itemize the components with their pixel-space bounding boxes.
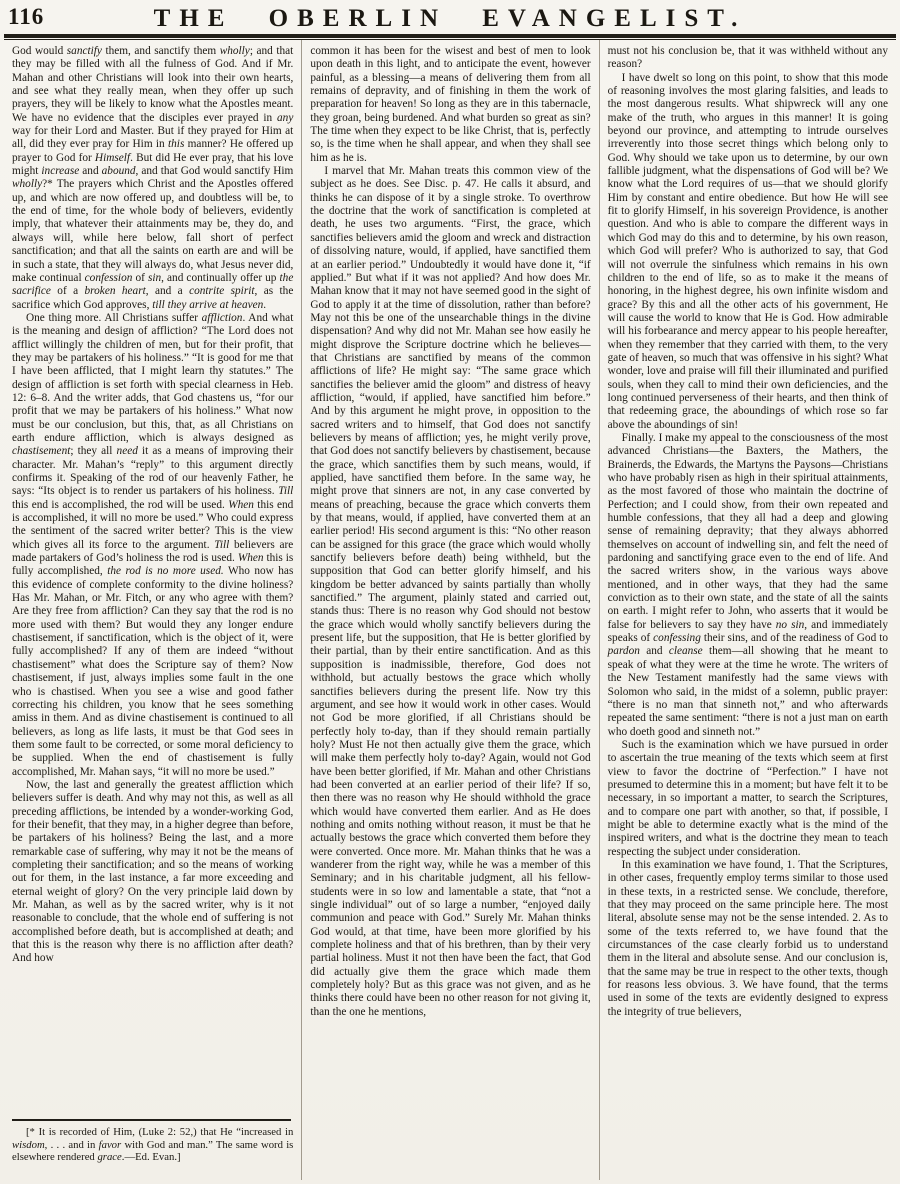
column-2 — [301, 40, 598, 1180]
paragraph: common it has been for the wisest and best of men to look upon death in this light, and to anticipate the event, however painful, as a blessing—a means of delivering them from all remains of depravity, and of finishing in them the work of preparation for heaven! So long as they are in this tabernacle, they groan, being burdened. And what burden so great as sin? The time when they expect to be like Christ, that is, perfectly so, is the time when he shall appear, and when they shall see him as he is. — [310, 45, 591, 164]
footnote-text: [* It is recorded of Him, (Luke 2: 52,) that He “increased in wisdom, . . . and in favor with God and man.” The same word is elsewhere rendered grace.—Ed. Evan.] — [12, 1126, 294, 1164]
footnote-rule — [12, 1119, 291, 1121]
paragraph: must not his conclusion be, that it was withheld without any reason? — [607, 45, 888, 71]
column-1 — [4, 40, 301, 1180]
paragraph: One thing more. All Christians suffer affliction. And what is the meaning and design of affliction? “The Lord does not afflict willingly the children of men, but for their profit, that they may be partakers of his holiness.” “It is good for me that I have been afflicted, that I might learn thy statutes.” The design of affliction is set forth with special clearness in Heb. 12: 6–8. And the writer adds, that God chastens us, “for our profit that we may be partakers of his holiness.” What now must be our conclusion, but this, that, as all Christians on earth endure affliction, which is always designed as chastisement; they all need it as a means of improving their character. Mr. Mahan’s “reply” to this argument directly confirms it. Speaking of the rod of our heavenly Father, he says: “Its object is to render us partakers of his holiness. Till this end is accomplished, the rod will be used. When this end is accomplished, it will no more be used.” Who could express the sentiment of the sacred writer better? This is the view which gives all its force to the argument. Till believers are made partakers of God’s holiness the rod is used. When this is fully accomplished, the rod is no more used. Who now has this evidence of complete conformity to the divine holiness? Has Mr. Mahan, or Mr. Fitch, or any who agree with them? Are they free from affliction? Can they say that the rod is no more used with them? But would they any longer endure chastisement, if sanctification, which is the object of it, were fully accomplished? If any of them are indeed “without chastisement” what does the Scripture say of them? Now chastisement, if just, always implies some fault in the one who is chastised. When you see a wise and good father correcting his children, you know that he sees something amiss in them. And as divine chastisement is continued to all believers, as long as life lasts, it must be that God sees in them some fault to be corrected, or some moral deficiency to be supplied. When the end of chastisement is fully accomplished, Mr. Mahan says, “it will no more be used.” — [12, 311, 294, 778]
masthead-title: THE OBERLIN EVANGELIST. — [153, 5, 747, 32]
paragraph: In this examination we have found, 1. That the Scriptures, in other cases, frequently employ terms similar to those used in these texts, in a restricted sense. We conclude, therefore, that they may proceed on the same principle here. The most literal, absolute sense may not be the sense intended. 2. As to some of the texts referred to, we have found that the circumstances of the case clearly forbid us to understand them in the literal and absolute sense. And our conclusion is, that the same may be true in respect to the other texts, though for reasons less obvious. 3. We have found, that the terms used in some of the texts are evidently designed to express the integrity of true believers, — [607, 858, 888, 1018]
masthead-row — [0, 0, 900, 34]
text-columns — [4, 40, 896, 1180]
column-2-body — [310, 45, 590, 1019]
paragraph: Now, the last and generally the greatest affliction which believers suffer is death. And why may not this, as well as all preceding afflictions, be intended by a wonder-working God, for their benefit, that they may, in a higher degree than before, be partakers of his holiness? Being the last, and a more remarkable case of suffering, why may it not be the means of completing their sanctification; and so the means of working out for them, in the last instance, a far more exceeding and eternal weight of glory? On the very principle laid down by Mr. Mahan, as well as by the sacred writer, why is it not reasonable to conclude, that the whole end of suffering is not accomplished before death, but is accomplished at death; and that this is the reason why there is no affliction after death? And how — [12, 778, 294, 965]
paragraph: I marvel that Mr. Mahan treats this common view of the subject as he does. See Disc. p. 47. He calls it absurd, and thinks he can dispose of it by a single stroke. To overthrow the doctrine that the work of sanctification is completed at death, he uses two arguments. “First, the grace, which sanctifies believers amid the gloom and wreck and distraction of dissolving nature, would, if applied, have sanctified them at an earlier period.” Undoubtedly it would have done it, “if applied.” But what if it was not applied? And how does Mr. Mahan know that it may not have seemed good in the sight of God to apply it at the time of dissolution, rather than before? May not this be one of the unsearchable things in the divine dispensation? And why did not Mr. Mahan see how easily he might disprove the Scripture doctrine which he believes—that Christians are sanctified by means of the common afflictions of life? He might say: “The same grace which sanctifies the believer amid the gloom” and distress of heavy affliction, “would, if applied, have sanctified him before.” And by this argument he might prove, in opposition to the sacred writers and to himself, that God does not sanctify believers by means of affliction; yes, he might verily prove, that God does not sanctify believers by chastisement, because the grace, which sanctifies them by such means, would, if applied, have sanctified them before. In the same way, he might prove that sinners are not, in any case converted by means of preaching, because the grace which converts them by that means, would, if applied, have converted them at an earlier period! His second argument is this: “No other reason can be assigned for this grace (the grace which would wholly sanctify believers before death) being withheld, but the supposition that God can better glorify himself, and his kingdom be better advanced by saints partially than wholly sanctified.” The argument, plainly stated and carried out, stands thus: There is no reason why God should not bestow the grace which would wholly sanctify believers during the present life, but the supposition, that He is better glorified by their partial, than by their entire sanctification. And as this supposition is inadmissible, therefore, God does not withhold, but actually bestows the grace which wholly sanctifies believers during the present life. Now try this argument, and see how it would work in other cases. Would not God be more glorified, if all Christians should be perfectly holy to-day, than if they should remain partially holy? Must He not then actually give them the grace, which will make them perfectly holy to-day? Again, would not God have been better glorified, if Mr. Mahan and other Christians had been converted at an earlier period of their life? If so, then there was no reason why He should withhold the grace which would have converted them earlier. And as He does nothing and omits nothing without reason, it must be that he actually bestows the grace which converted them before they were converted. Once more. Mr. Mahan thinks that he was a wanderer from the right way, while he was a member of this Seminary; and in his charitable judgment, all his fellow-students were in so low and lamentable a state, that “not a single individual” out of so large a number, “enjoyed daily communion and peace with God.” Surely Mr. Mahan thinks God would, at that time, have been more glorified by his complete holiness and that of his brethren, than by their very partial holiness. Must it not then have been the fact, that God did actually give them the grace which made them completely holy? But as this grace was not given, and as he thinks there could have been no other reason for not giving it, than the one he mentions, — [310, 165, 591, 1018]
paragraph: Finally. I make my appeal to the consciousness of the most advanced Christians—the Baxters, the Mathers, the Brainerds, the Edwards, the Martyns the Paysons—Christians who have probably risen as high in their spiritual attainments, as the most favored of those who maintain the doctrine of Perfection; and I could show, from their own repeated and humble confessions, that they all had a deep and glowing sense of remaining depravity; that they always abhorred themselves on account of indwelling sin, and felt the need of pardoning and sanctifying grace even to the end of life. And the sacred writers show, in the various ways above mentioned, and in other ways, that they had the same conviction as to their own state, and the state of all the saints on earth. I might refer to John, who asserts that it would be false for believers to say they have no sin, and immediately speaks of confessing their sins, and of the readiness of God to pardon and cleanse them—all showing that he meant to speak of what they were at the time he wrote. The writers of the New Testament manifestly had the same views with Solomon who said, in the midst of a solemn, public prayer: “there is no man that sinneth not,” and who afterwards repeated the same sentiment: “there is not a just man on earth who doeth good and sinneth not.” — [607, 431, 888, 738]
column-3-body — [608, 45, 888, 1019]
header-rule-thick — [4, 34, 896, 38]
paragraph: God would sanctify them, and sanctify them wholly; and that they may be filled with all the fulness of God. And if Mr. Mahan and other Christians will look into their own hearts, and see what they really mean, when they offer up such prayers, they will be likely to know what the Apostles meant. We have no evidence that the disciples ever prayed in any way for their Lord and Master. But if they prayed for Him at all, did they ever pray for Him in this manner? He offered up prayer to God for Himself. But did He ever pray, that his love might increase and abound, and that God would sanctify Him wholly?* The prayers which Christ and the Apostles offered up, and which are now offered up, and doubtless will be, to the end of time, for the whole body of believers, evidently imply, that whatever their attainments may be, they do, and always will, while here below, fall short of perfect sanctification; and that all the saints on earth are and will be in such a state, that they will always do, what Jesus never did, make continual confession of sin, and continually offer up the sacrifice of a broken heart, and a contrite spirit, as the sacrifice which God approves, till they arrive at heaven. — [12, 45, 294, 311]
paragraph: I have dwelt so long on this point, to show that this mode of reasoning involves the most glaring falsities, and leads to the most dangerous results. What shipwreck will any one make of the truth, who argues in this manner! It is going beyond our province, and attempting to intrude ourselves irreverently into those secret things which belong only to God. Why should we take upon us to determine, by our own fallible judgment, what the dispensations of God will be? We know what the Lord requires of us—that we should glorify Him by constant and entire obedience. But how He will see fit to glorify Himself, in his sovereign Providence, is another question. And who is able to compare the different ways in which God may do this and to determine, by his own reason, which God will prefer? Who is authorized to say, that God will not overrule the sinfulness which remains in his own children to the end of life, so as to make it the means of honoring, in the highest degree, his own infinite wisdom and grace? By this and all the other acts of his government, He will cause the world to know that He is God. How admirable will his forbearance and mercy appear to his people hereafter, when they remember that they carried with them, to the very gate of heaven, so much that was offensive in his sight? What wonder, love and praise will fill their illuminated and purified souls, when they call to mind their own deficiencies, and the long continued perverseness of their hearts, and then think of that redeeming grace, the aboundings of which rose so far above the aboundings of sin! — [607, 71, 888, 431]
footnote — [12, 1119, 293, 1164]
column-1-body — [12, 45, 293, 966]
page-number: 116 — [8, 4, 45, 29]
column-3 — [599, 40, 896, 1180]
paragraph: Such is the examination which we have pursued in order to ascertain the true meaning of the texts which seem at first view to favor the doctrine of “Perfection.” I have not presumed to determine this in a moment; but have felt it to be necessary, in so important a matter, to search the Scriptures, and to compare one part with another, so that, if possible, I might be able to determine exactly what is the mind of the inspired writers, and what is the doctrine they mean to teach respecting the subject under consideration. — [607, 738, 888, 858]
